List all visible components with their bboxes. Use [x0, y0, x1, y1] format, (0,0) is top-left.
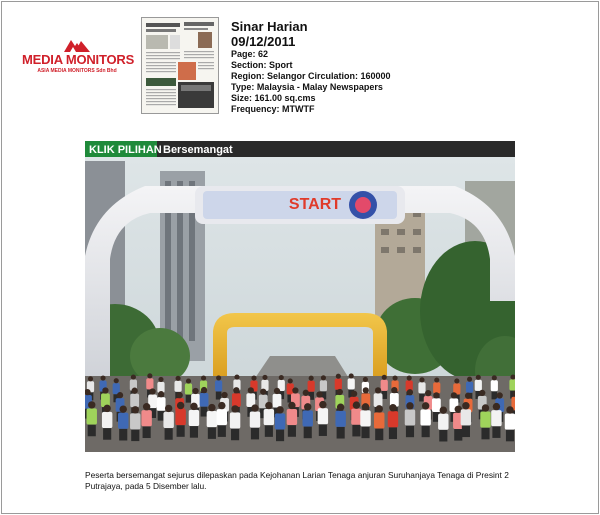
photo-banner-label: KLIK PILIHAN: [89, 144, 162, 156]
brand-tagline: ASIA MEDIA MONITORS Sdn Bhd: [37, 68, 117, 74]
race-start-photo: [85, 141, 515, 452]
region-circulation: Region: Selangor Circulation: 160000: [231, 71, 391, 81]
photo-banner-title: Bersemangat: [163, 144, 233, 156]
arch-start-text: START: [288, 196, 342, 213]
publication-name: Sinar Harian: [231, 19, 308, 34]
publication-type: Type: Malaysia - Malay Newspapers: [231, 82, 383, 92]
newspaper-page-thumbnail[interactable]: [141, 17, 219, 114]
section: Section: Sport: [231, 60, 293, 70]
newspaper-page-icon: [142, 18, 218, 113]
clip-size: Size: 161.00 sq.cms: [231, 93, 316, 103]
clipping-metadata: [231, 19, 391, 115]
brand-name: MEDIA MONITORS: [22, 52, 135, 67]
page-number: Page: 62: [231, 49, 269, 59]
media-monitors-logo: [22, 38, 135, 78]
news-photo: [85, 141, 515, 452]
photo-caption: Peserta bersemangat sejurus dilepaskan pada Kejohanan Larian Tenaga anjuran Suruhanjaya Tenaga di Presint 2 Putrajaya, pada 5 Disember lalu.: [85, 470, 509, 491]
publication-date: 09/12/2011: [231, 34, 296, 49]
logo-mark-icon: [64, 38, 90, 52]
frequency: Frequency: MTWTF: [231, 104, 315, 114]
